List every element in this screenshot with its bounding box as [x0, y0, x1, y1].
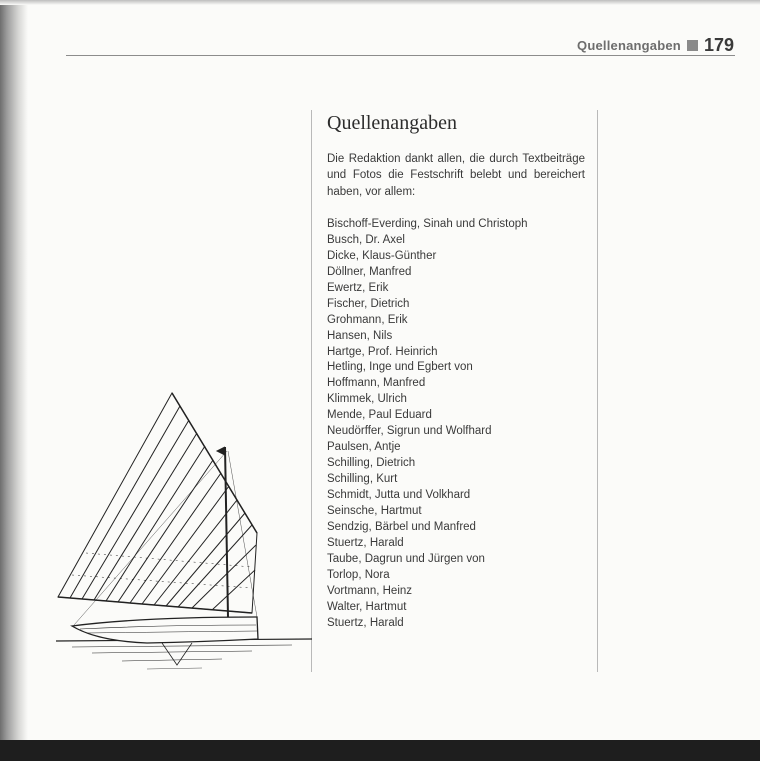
contributor-name: Stuertz, Harald — [327, 616, 404, 629]
column-rule-right — [597, 110, 598, 672]
page-top-edge — [0, 0, 760, 5]
sailboat-drawing-icon — [52, 385, 317, 675]
header-rule — [66, 55, 735, 56]
contributor-name: Busch, Dr. Axel — [327, 233, 405, 246]
contributor-name: Schilling, Dietrich — [327, 457, 416, 470]
contributor-list — [327, 217, 585, 632]
contributor-name: Taube, Dagrun und Jürgen von — [327, 552, 485, 565]
contributor-name: Hartge, Prof. Heinrich — [327, 345, 438, 358]
contributor-name: Bischoff-Everding, Sinah und Christoph — [327, 217, 528, 230]
header-square-marker — [687, 40, 698, 51]
running-header — [577, 35, 734, 56]
page-number: 179 — [703, 35, 734, 55]
contributor-name: Neudörffer, Sigrun und Wolfhard — [327, 425, 492, 438]
contributor-name: Torlop, Nora — [327, 568, 390, 581]
contributor-name: Schmidt, Jutta und Volkhard — [327, 489, 471, 502]
contributor-name: Hansen, Nils — [327, 329, 393, 342]
contributor-name: Mende, Paul Eduard — [327, 409, 432, 422]
contributor-name: Fischer, Dietrich — [327, 297, 410, 310]
contributor-name: Stuertz, Harald — [327, 536, 404, 549]
contributor-name: Vortmann, Heinz — [327, 584, 413, 597]
contributor-name: Seinsche, Hartmut — [327, 505, 422, 518]
contributor-name: Dicke, Klaus-Günther — [327, 249, 437, 262]
contributor-name: Hetling, Inge und Egbert von — [327, 361, 473, 374]
scan-bottom-edge — [0, 740, 760, 761]
book-gutter-shadow — [0, 0, 28, 740]
contributor-name: Paulsen, Antje — [327, 441, 401, 454]
contributor-name: Klimmek, Ulrich — [327, 393, 407, 406]
contributor-name: Sendzig, Bärbel und Manfred — [327, 521, 476, 533]
contributor-name: Döllner, Manfred — [327, 265, 412, 278]
intro-paragraph: Die Redaktion dankt allen, die durch Textbeiträge und Fotos die Festschrift belebt und bereichert haben, vor allem: — [327, 153, 585, 198]
contributor-name: Hoffmann, Manfred — [327, 377, 426, 390]
contributor-name: Grohmann, Erik — [327, 313, 408, 326]
contributor-name: Ewertz, Erik — [327, 281, 389, 294]
content-column — [327, 112, 585, 632]
contributor-name: Schilling, Kurt — [327, 473, 398, 486]
contributor-name: Walter, Hartmut — [327, 600, 407, 613]
running-header-title: Quellenangaben — [577, 38, 681, 53]
page-title: Quellenangaben — [327, 112, 457, 134]
